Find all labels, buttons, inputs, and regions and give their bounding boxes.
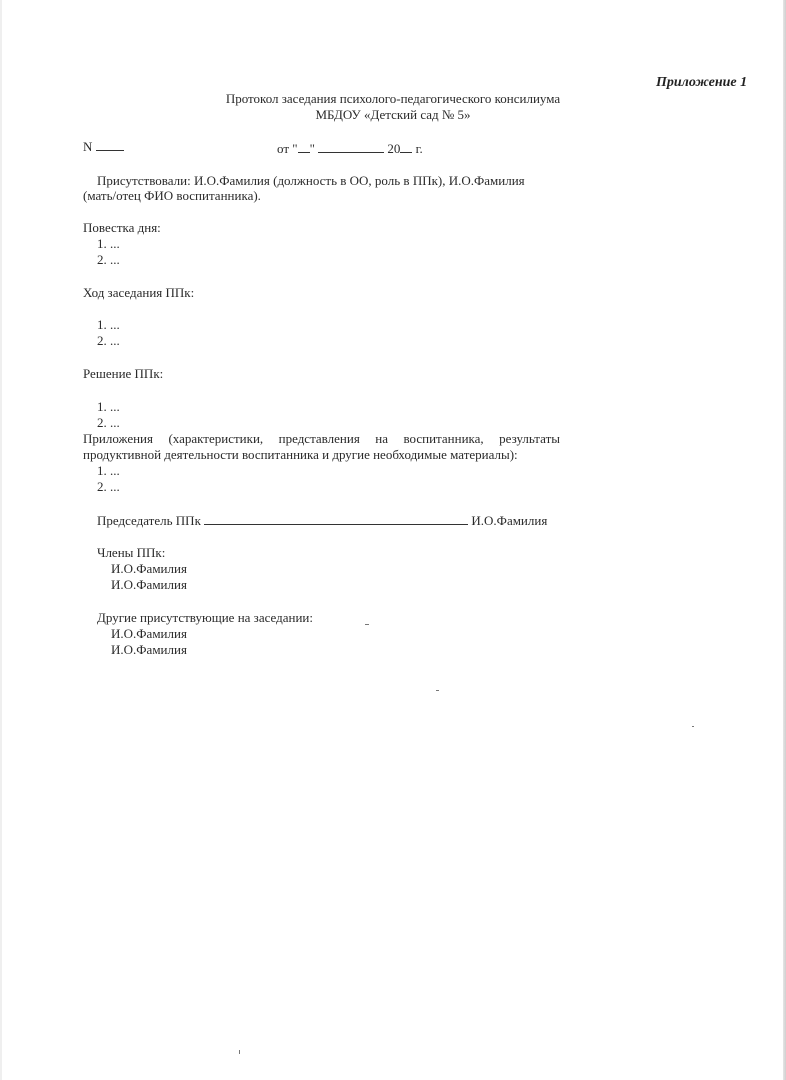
agenda-item: 2. ...	[97, 252, 120, 267]
date-day-quote: "	[309, 141, 315, 156]
protocol-number	[83, 138, 124, 155]
attended-line1: Присутствовали: И.О.Фамилия (должность в ОО, роль в ППк), И.О.Фамилия	[97, 173, 525, 188]
date-year: 20	[387, 141, 401, 156]
agenda-item: 1. ...	[97, 236, 120, 251]
agenda-heading: Повестка дня:	[83, 220, 161, 235]
decision-heading: Решение ППк:	[83, 366, 164, 381]
attachments-text: Приложения (характеристики, представления на воспитанника, результаты продуктивной деятельности воспитанника и другие необходимые материалы):	[83, 431, 560, 462]
date-prefix: от "	[277, 141, 298, 156]
attended-line2: (мать/отец ФИО воспитанника).	[83, 188, 261, 203]
member-name: И.О.Фамилия	[111, 561, 187, 576]
attachments-item: 1. ...	[97, 463, 120, 478]
scan-speck	[692, 726, 694, 727]
number-label: N	[83, 139, 93, 154]
number-blank	[96, 138, 124, 151]
other-attendee-name: И.О.Фамилия	[111, 626, 187, 641]
protocol-date	[277, 140, 423, 157]
progress-heading: Ход заседания ППк:	[83, 285, 195, 300]
others-heading: Другие присутствующие на заседании:	[97, 610, 313, 625]
chairman-name: И.О.Фамилия	[471, 513, 548, 528]
decision-item: 1. ...	[97, 399, 120, 414]
date-month-blank	[318, 140, 384, 153]
appendix-label: Приложение 1	[656, 75, 748, 90]
chairman-signature-blank	[204, 512, 468, 525]
date-day-blank	[298, 140, 310, 153]
other-attendee-name: И.О.Фамилия	[111, 642, 187, 657]
progress-item: 1. ...	[97, 317, 120, 332]
decision-item: 2. ...	[97, 415, 120, 430]
chairman-label: Председатель ППк	[97, 513, 201, 528]
date-year-blank	[400, 140, 412, 153]
date-suffix: г.	[415, 141, 423, 156]
scan-edge-left	[0, 0, 2, 1080]
scan-speck	[239, 1050, 240, 1054]
document-title-line2: МБДОУ «Детский сад № 5»	[315, 107, 471, 122]
scan-speck	[436, 690, 439, 691]
member-name: И.О.Фамилия	[111, 577, 187, 592]
progress-item: 2. ...	[97, 333, 120, 348]
scan-speck	[365, 624, 369, 625]
members-heading: Члены ППк:	[97, 545, 166, 560]
attachments-item: 2. ...	[97, 479, 120, 494]
chairman-signature-line	[97, 512, 547, 529]
document-title-line1: Протокол заседания психолого-педагогического консилиума	[225, 91, 561, 106]
